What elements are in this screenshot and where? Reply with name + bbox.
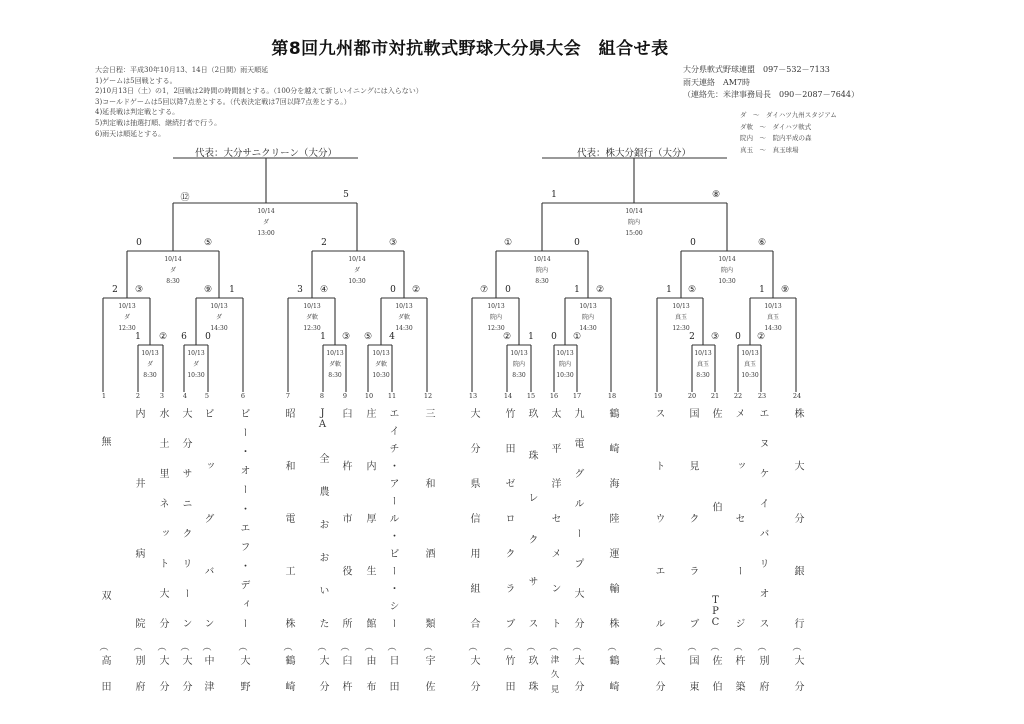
note-6: 6)雨天は順延とする。 (95, 129, 166, 138)
team-number: 9 (342, 392, 348, 400)
match-time: 8:30 (328, 372, 342, 379)
right-score: ④ (319, 285, 329, 295)
team-number: 10 (364, 392, 374, 400)
team-name: 株大分銀行 (792, 408, 803, 628)
match-date: 10/13 (303, 303, 321, 310)
match-date: 10/14 (625, 208, 643, 215)
team-number: 18 (607, 392, 617, 400)
note-3: 3)コールドゲームは5回以降7点差とする。（代表決定戦は7回以降7点差とする。） (95, 97, 351, 106)
team-name: 九電グループ大分 (572, 408, 583, 628)
right-score: ⑥ (757, 238, 767, 248)
team-location: 玖珠 (526, 655, 537, 691)
match-date: 10/14 (348, 256, 366, 263)
right-score: 1 (528, 332, 534, 342)
match-date: 10/13 (487, 303, 505, 310)
team-name: 三和酒類 (423, 408, 434, 628)
match-time: 12:30 (303, 325, 321, 332)
paren-icon: ︵ (468, 643, 478, 653)
match-date: 10/13 (372, 350, 390, 357)
team-location: 日田 (387, 655, 398, 691)
left-score: 0 (136, 238, 142, 248)
right-score: 0 (205, 332, 211, 342)
right-score: 1 (229, 285, 235, 295)
paren-icon: ︵ (317, 643, 327, 653)
match-venue: ダ軟 (328, 361, 341, 368)
match-venue: 真玉 (766, 314, 779, 321)
match-venue: ダ軟 (374, 361, 387, 368)
right-score: ⑤ (687, 285, 697, 295)
team-number: 15 (526, 392, 536, 400)
left-score: 1 (320, 332, 326, 342)
match-venue: ダ (262, 219, 269, 226)
left-score: 0 (390, 285, 396, 295)
match-date: 10/13 (556, 350, 574, 357)
match-venue: ダ軟 (305, 314, 318, 321)
team-location: 杵築 (733, 655, 744, 691)
right-score: ③ (388, 238, 398, 248)
right-score: ② (411, 285, 421, 295)
team-location: 竹田 (503, 655, 514, 691)
right-score: ⑧ (711, 190, 721, 200)
match-venue: 院内 (558, 361, 571, 368)
match-time: 12:30 (118, 325, 136, 332)
match-date: 10/14 (533, 256, 551, 263)
paren-icon: ︵ (238, 643, 248, 653)
left-score: 2 (321, 238, 327, 248)
team-name: 佐伯TPC (710, 408, 721, 628)
team-name: エヌケイバリオス (757, 408, 768, 628)
team-number: 8 (319, 392, 325, 400)
left-score: 2 (689, 332, 695, 342)
team-number: 17 (572, 392, 582, 400)
match-date: 10/13 (395, 303, 413, 310)
paren-icon: ︵ (133, 643, 143, 653)
team-name: ビー・オー・エフ・ディー (238, 408, 249, 628)
right-score: ⑤ (203, 238, 213, 248)
paren-icon: ︵ (792, 643, 802, 653)
left-score: ⑨ (203, 285, 213, 295)
right-score: ② (158, 332, 168, 342)
match-time: 8:30 (143, 372, 157, 379)
match-time: 10:30 (372, 372, 390, 379)
page-title: 第8回九州都市対抗軟式野球大分県大会 組合せ表 (271, 39, 669, 59)
rain-contact-time: 雨天連絡 AM7時 (683, 77, 751, 87)
team-number: 22 (733, 392, 743, 400)
right-score: 0 (505, 285, 511, 295)
team-name: ストウエル (653, 408, 664, 628)
paren-icon: ︵ (340, 643, 350, 653)
team-location: 大分 (572, 655, 583, 691)
match-venue: ダ (123, 314, 130, 321)
team-number: 20 (687, 392, 697, 400)
match-date: 10/13 (579, 303, 597, 310)
venue-legend-item: ダ ～ ダイハツ九州スタジアム (740, 111, 837, 119)
match-venue: ダ軟 (397, 314, 410, 321)
paren-icon: ︵ (157, 643, 167, 653)
match-date: 10/13 (326, 350, 344, 357)
team-location: 由布 (364, 655, 375, 691)
match-venue: ダ (215, 314, 222, 321)
paren-icon: ︵ (283, 643, 293, 653)
team-name: 内井病院 (133, 408, 144, 628)
match-date: 10/13 (141, 350, 159, 357)
left-score: 1 (666, 285, 672, 295)
team-location: 大分 (180, 655, 191, 691)
match-date: 10/13 (694, 350, 712, 357)
match-venue: ダ (146, 361, 153, 368)
left-score: ⑫ (180, 193, 190, 203)
right-score: ③ (341, 332, 351, 342)
left-score: 1 (574, 285, 580, 295)
match-time: 10:30 (556, 372, 574, 379)
team-name: 国見クラブ (687, 408, 698, 628)
match-time: 14:30 (395, 325, 413, 332)
note-5: 5)判定戦は抽選打順、継続打者で行う。 (95, 118, 222, 127)
match-time: 8:30 (535, 278, 549, 285)
left-score: ⑤ (363, 332, 373, 342)
match-time: 13:00 (257, 230, 275, 237)
representative-left: 代表：大分サニクリーン（大分） (195, 148, 337, 159)
contact-person: （連絡先：米津事務局長 090－2087－7644） (683, 90, 859, 99)
team-number: 5 (204, 392, 210, 400)
match-date: 10/13 (764, 303, 782, 310)
team-name: 水土里ネット大分 (157, 408, 168, 628)
match-time: 10:30 (348, 278, 366, 285)
left-score: 1 (551, 190, 557, 200)
venue-legend-item: ダ軟 ～ ダイハツ軟式 (740, 122, 812, 131)
paren-icon: ︵ (653, 643, 663, 653)
venue-legend-item: 真玉 ～ 真玉球場 (740, 145, 799, 154)
match-venue: 院内 (512, 361, 525, 368)
team-number: 7 (285, 392, 291, 400)
match-time: 10:30 (187, 372, 205, 379)
note-4: 4)延長戦は判定戦とする。 (95, 108, 180, 117)
right-score: 0 (574, 238, 580, 248)
team-name: 鶴崎海陸運輸株 (607, 408, 618, 628)
team-location: 大野 (238, 655, 249, 691)
team-name: ビッグバン (202, 408, 213, 628)
team-location: 津久見 (549, 655, 559, 693)
team-location: 臼杵 (340, 655, 351, 691)
team-location: 大分 (317, 655, 328, 691)
team-location: 高田 (99, 655, 110, 691)
match-venue: 院内 (627, 219, 640, 226)
team-name: エイチ・アール・ビー・シー (387, 408, 398, 628)
match-date: 10/13 (510, 350, 528, 357)
match-venue: 真玉 (696, 361, 709, 368)
team-location: 宇佐 (423, 655, 434, 691)
right-score: 4 (389, 332, 395, 342)
note-schedule: 大会日程：平成30年10月13、14日（2日間）雨天順延 (95, 66, 269, 74)
team-name: 太平洋セメント (549, 408, 560, 628)
team-name: メッセージ (733, 408, 744, 628)
match-venue: 院内 (535, 267, 548, 274)
right-score: ③ (710, 332, 720, 342)
match-time: 10:30 (718, 278, 736, 285)
match-time: 12:30 (672, 325, 690, 332)
team-number: 14 (503, 392, 513, 400)
team-number: 24 (792, 392, 802, 400)
team-location: 大分 (792, 655, 803, 691)
team-number: 1 (101, 392, 107, 400)
paren-icon: ︵ (364, 643, 374, 653)
match-venue: 院内 (581, 314, 594, 321)
team-name: JA全農おおいた (317, 408, 328, 628)
match-date: 10/13 (210, 303, 228, 310)
team-name: 大分サニクリーン (180, 408, 191, 628)
team-number: 23 (757, 392, 767, 400)
team-number: 21 (710, 392, 720, 400)
team-location: 大分 (653, 655, 664, 691)
match-date: 10/14 (257, 208, 275, 215)
paren-icon: ︵ (607, 643, 617, 653)
note-1: 1)ゲームは5回戦とする。 (95, 76, 177, 85)
team-number: 6 (240, 392, 246, 400)
match-time: 8:30 (512, 372, 526, 379)
right-score: ⑨ (780, 285, 790, 295)
left-score: 0 (690, 238, 696, 248)
paren-icon: ︵ (387, 643, 397, 653)
team-number: 16 (549, 392, 559, 400)
match-time: 14:30 (210, 325, 228, 332)
team-number: 2 (135, 392, 141, 400)
team-number: 19 (653, 392, 663, 400)
team-name: 竹田ゼロクラブ (503, 408, 514, 628)
left-score: 6 (181, 332, 187, 342)
right-score: ② (756, 332, 766, 342)
match-date: 10/14 (164, 256, 182, 263)
team-location: 中津 (202, 655, 213, 691)
team-number: 13 (468, 392, 478, 400)
paren-icon: ︵ (180, 643, 190, 653)
match-time: 14:30 (764, 325, 782, 332)
right-score: ① (572, 332, 582, 342)
left-score: ② (502, 332, 512, 342)
match-venue: ダ (169, 267, 176, 274)
left-score: 1 (759, 285, 765, 295)
left-score: 2 (112, 285, 118, 295)
paren-icon: ︵ (687, 643, 697, 653)
left-score: 0 (551, 332, 557, 342)
match-date: 10/13 (187, 350, 205, 357)
match-time: 8:30 (166, 278, 180, 285)
team-name: 昭和電工株 (283, 408, 294, 628)
match-time: 10:30 (741, 372, 759, 379)
team-name: 無双 (99, 436, 110, 600)
match-date: 10/13 (741, 350, 759, 357)
left-score: 0 (735, 332, 741, 342)
federation-phone: 大分県軟式野球連盟 097－532－7133 (683, 65, 830, 74)
match-venue: 院内 (489, 314, 502, 321)
match-time: 8:30 (696, 372, 710, 379)
match-date: 10/13 (672, 303, 690, 310)
paren-icon: ︵ (526, 643, 536, 653)
right-score: ③ (134, 285, 144, 295)
team-location: 別府 (757, 655, 768, 691)
paren-icon: ︵ (733, 643, 743, 653)
team-number: 11 (387, 392, 397, 400)
team-location: 大分 (157, 655, 168, 691)
team-location: 鶴崎 (283, 655, 294, 691)
team-name: 庄内厚生館 (364, 408, 375, 628)
paren-icon: ︵ (423, 643, 433, 653)
left-score: 1 (135, 332, 141, 342)
paren-icon: ︵ (549, 643, 559, 653)
team-location: 鶴崎 (607, 655, 618, 691)
paren-icon: ︵ (572, 643, 582, 653)
team-number: 4 (182, 392, 188, 400)
paren-icon: ︵ (99, 643, 109, 653)
match-time: 14:30 (579, 325, 597, 332)
team-location: 国東 (687, 655, 698, 691)
team-location: 佐伯 (710, 655, 721, 691)
paren-icon: ︵ (202, 643, 212, 653)
team-name: 玖珠レクサス (526, 408, 537, 628)
paren-icon: ︵ (503, 643, 513, 653)
left-score: 3 (297, 285, 303, 295)
match-time: 12:30 (487, 325, 505, 332)
team-location: 大分 (468, 655, 479, 691)
team-number: 3 (159, 392, 165, 400)
team-number: 12 (423, 392, 433, 400)
left-score: ① (503, 238, 513, 248)
team-name: 臼杵市役所 (340, 408, 351, 628)
left-score: ⑦ (479, 285, 489, 295)
paren-icon: ︵ (710, 643, 720, 653)
match-venue: 真玉 (743, 361, 756, 368)
team-name: 大分県信用組合 (468, 408, 479, 628)
match-venue: 真玉 (674, 314, 687, 321)
note-2: 2)10月13日（土）の1，2回戦は2時間の時間制とする。（100分を越えて新しいイニングには入らない） (95, 87, 423, 96)
team-location: 別府 (133, 655, 144, 691)
match-time: 15:00 (625, 230, 643, 237)
match-date: 10/13 (118, 303, 136, 310)
match-venue: ダ (192, 361, 199, 368)
representative-right: 代表：株大分銀行（大分） (576, 148, 691, 159)
paren-icon: ︵ (757, 643, 767, 653)
match-date: 10/14 (718, 256, 736, 263)
match-venue: 院内 (720, 267, 733, 274)
right-score: ② (595, 285, 605, 295)
match-venue: ダ (353, 267, 360, 274)
venue-legend-item: 院内 ～ 院内平成の森 (740, 134, 812, 142)
right-score: 5 (343, 190, 349, 200)
